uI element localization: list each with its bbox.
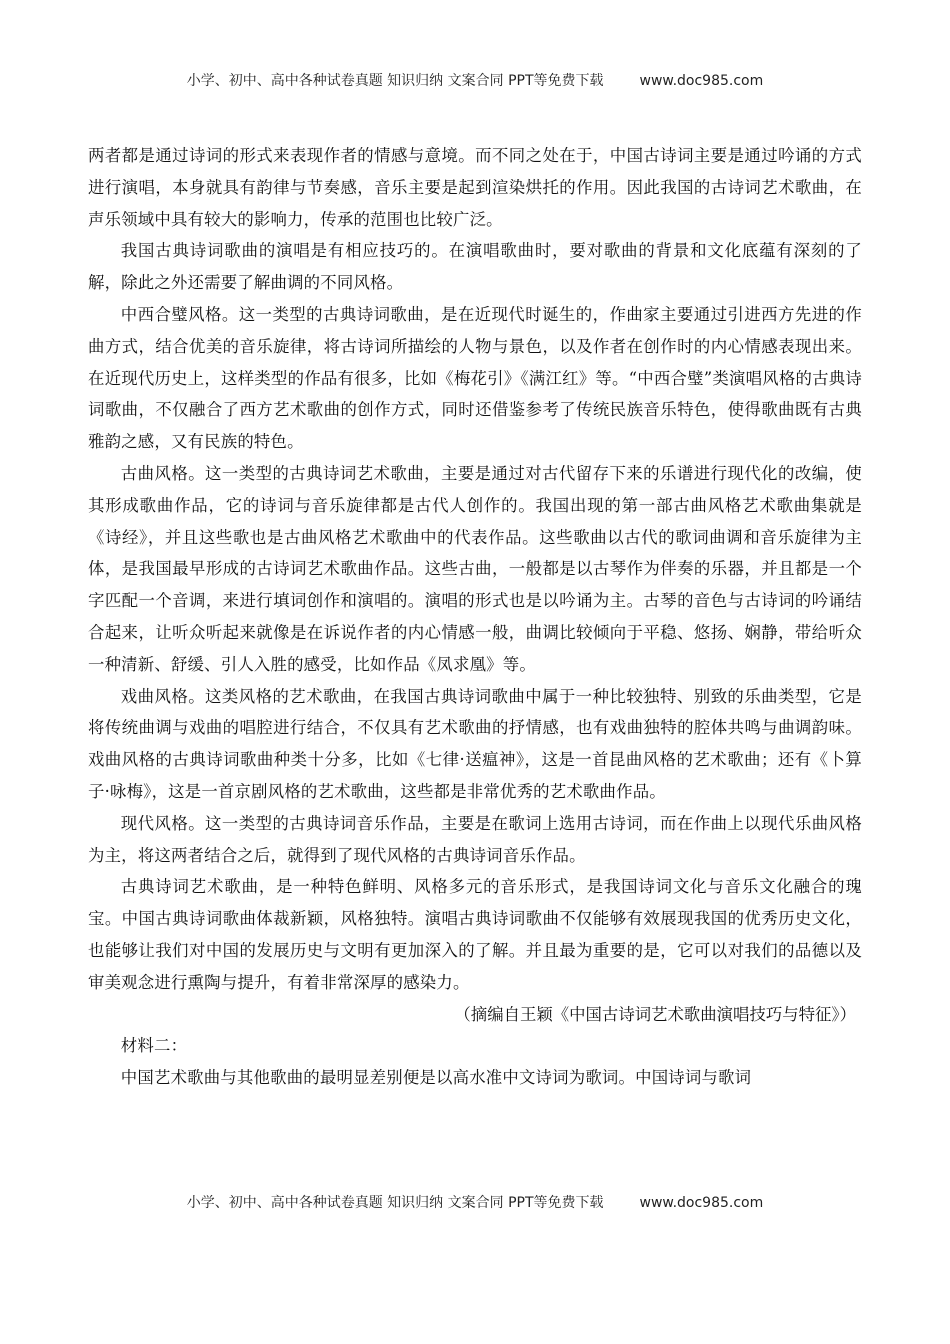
paragraph: 中西合璧风格。这一类型的古典诗词歌曲，是在近现代时诞生的，作曲家主要通过引进西方先进的作曲方式，结合优美的音乐旋律，将古诗词所描绘的人物与景色，以及作者在创作时的内心情感表现出来。在近现代历史上，这样类型的作品有很多，比如《梅花引》《满江红》等。“中西合璧”类演唱风格的古典诗词歌曲，不仅融合了西方艺术歌曲的创作方式，同时还借鉴参考了传统民族音乐特色，使得歌曲既有古典雅韵之感，又有民族的特色。 — [88, 304, 862, 452]
paragraph: 古曲风格。这一类型的古典诗词艺术歌曲，主要是通过对古代留存下来的乐谱进行现代化的改编，使其形成歌曲作品，它的诗词与音乐旋律都是古代人创作的。我国出现的第一部古曲风格艺术歌曲集就是《诗经》，并且这些歌也是古曲风格艺术歌曲中的代表作品。这些歌曲以古代的歌词曲调和音乐旋律为主体，是我国最早形成的古诗词艺术歌曲作品。这些古曲，一般都是以古琴作为伴奏的乐器，并且都是一个字匹配一个音调，来进行填词创作和演唱的。演唱的形式也是以吟诵为主。古琴的音色与古诗词的吟诵结合起来，让听众听起来就像是在诉说作者的内心情感一般，曲调比较倾向于平稳、悠扬、娴静，带给听众一种清新、舒缓、引人入胜的感受，比如作品《凤求凰》等。 — [88, 463, 862, 674]
page-header — [0, 70, 950, 90]
material-label: 材料二： — [120, 1036, 188, 1056]
footer-url[interactable]: www.doc985.com — [639, 1195, 764, 1211]
page-footer — [0, 1192, 950, 1212]
paragraph: 中国艺术歌曲与其他歌曲的最明显差别便是以高水准中文诗词为歌词。中国诗词与歌词 — [120, 1068, 752, 1088]
paragraph: 我国古典诗词歌曲的演唱是有相应技巧的。在演唱歌曲时，要对歌曲的背景和文化底蕴有深刻的了解，除此之外还需要了解曲调的不同风格。 — [88, 241, 862, 293]
paragraph: 两者都是通过诗词的形式来表现作者的情感与意境。而不同之处在于，中国古诗词主要是通过吟诵的方式进行演唱，本身就具有韵律与节奏感，音乐主要是起到渲染烘托的作用。因此我国的古诗词艺术歌曲，在声乐领域中具有较大的影响力，传承的范围也比较广泛。 — [88, 146, 862, 229]
paragraph: 戏曲风格。这类风格的艺术歌曲，在我国古典诗词歌曲中属于一种比较独特、别致的乐曲类型，它是将传统曲调与戏曲的唱腔进行结合，不仅具有艺术歌曲的抒情感，也有戏曲独特的腔体共鸣与曲调韵味。戏曲风格的古典诗词歌曲种类十分多，比如《七律·送瘟神》，这是一首昆曲风格的艺术歌曲；还有《卜算子·咏梅》，这是一首京剧风格的艺术歌曲，这些都是非常优秀的艺术歌曲作品。 — [88, 686, 862, 801]
header-text: 小学、初中、高中各种试卷真题 知识归纳 文案合同 PPT等免费下载 — [186, 73, 604, 89]
source-citation: （摘编自王颖《中国古诗词艺术歌曲演唱技巧与特征》） — [454, 1004, 856, 1024]
header-url[interactable]: www.doc985.com — [639, 73, 764, 89]
document-body — [88, 140, 862, 1094]
paragraph: 古典诗词艺术歌曲，是一种特色鲜明、风格多元的音乐形式，是我国诗词文化与音乐文化融合的瑰宝。中国古典诗词歌曲体裁新颖，风格独特。演唱古典诗词歌曲不仅能够有效展现我国的优秀历史文化，也能够让我们对中国的发展历史与文明有更加深入的了解。并且最为重要的是，它可以对我们的品德以及审美观念进行熏陶与提升，有着非常深厚的感染力。 — [88, 877, 862, 992]
paragraph: 现代风格。这一类型的古典诗词音乐作品，主要是在歌词上选用古诗词，而在作曲上以现代乐曲风格为主，将这两者结合之后，就得到了现代风格的古典诗词音乐作品。 — [88, 813, 862, 865]
footer-text: 小学、初中、高中各种试卷真题 知识归纳 文案合同 PPT等免费下载 — [186, 1195, 604, 1211]
